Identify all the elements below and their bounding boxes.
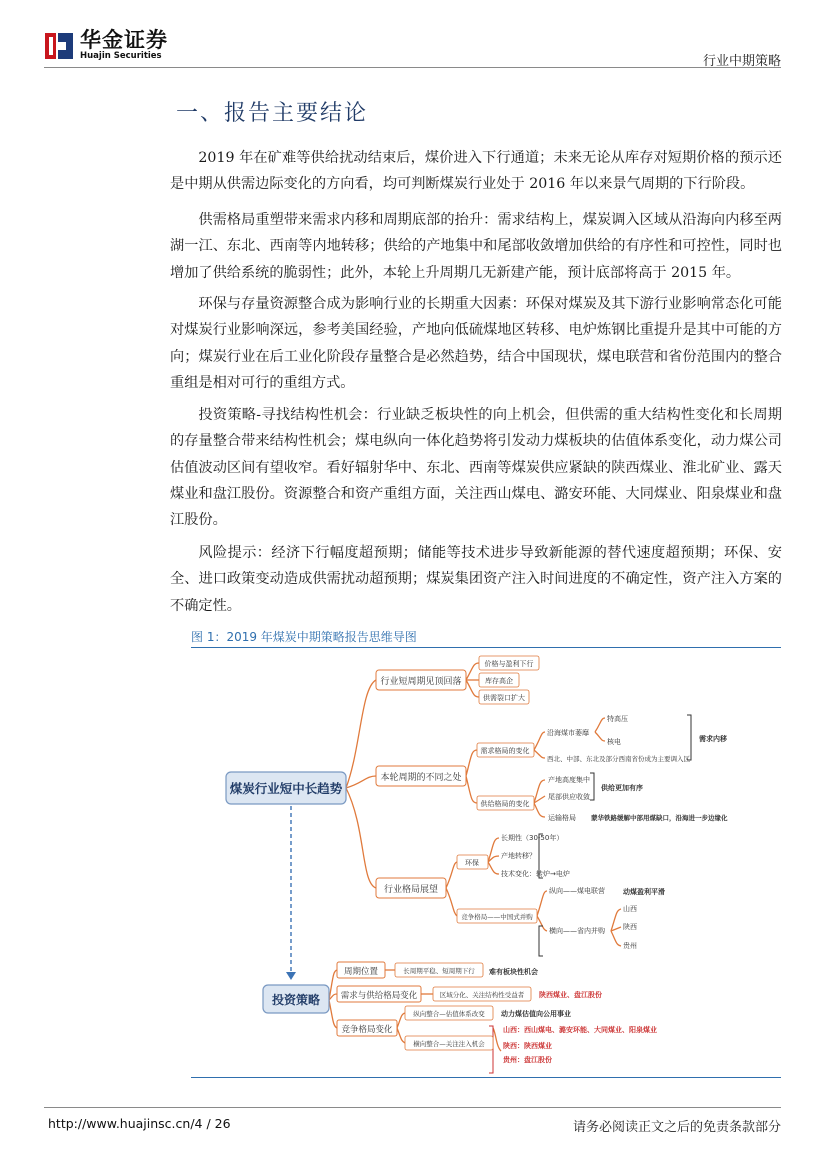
mind-map: [191, 648, 781, 1076]
invest-item: 竞争格局变化: [341, 1025, 393, 1035]
paragraph-environment: 环保与存量资源整合成为影响行业的长期重大因素：环保对煤炭及其下游行业影响常态化可能对煤炭行业影响深远，参考美国经验，产地向低硫煤地区转移、电炉炼钢比重提升是其中可能的方向；煤炭行业在后工业化阶段存量整合是必然趋势，结合中国现状，煤电联营和省份范围内的整合重组是相对可行的重组方式。: [170, 296, 782, 391]
invest-detail: 长周期平稳、短周期下行: [403, 967, 475, 975]
invest-node-label: 投资策略: [271, 993, 321, 1007]
invest-detail: 纵向整合—估值体系改变: [413, 1010, 485, 1018]
paragraph-supply-demand: 供需格局重塑带来需求内移和周期底部的抬升：需求结构上，煤炭调入区域从沿海向内移至两湖一江、东北、西南等内地转移；供给的产地集中和尾部收敛增加供给的有序性和可控性，同时也增加了供给系统的脆弱性；此外，本轮上升周期几无新建产能，预计底部将高于 2015 年。: [170, 212, 782, 281]
paragraph-investment-strategy: 投资策略-寻找结构性机会：行业缺乏板块性的向上机会，但供需的重大结构性变化和长周期的存量整合带来结构性机会；煤电纵向一体化趋势将引发动力煤板块的估值体系变化，动力煤公司估值波动区间有望收窄。看好辐射华中、东北、西南等煤炭供应紧缺的陕西煤业、淮北矿业、露天煤业和盘江股份。资源整合和资产重组方面，关注西山煤电、潞安环能、大同煤业、阳泉煤业和盘江股份。: [170, 407, 782, 529]
figure-caption: 图 1：2019 年煤炭中期策略报告思维导图: [191, 630, 417, 644]
invest-result: 难有板块性机会: [489, 968, 538, 976]
supply-order: 供给更加有序: [601, 784, 643, 792]
supply-item: 运输格局: [548, 814, 576, 822]
invest-result: 贵州：盘江股份: [503, 1056, 552, 1064]
branch1-item: 库存高企: [485, 677, 513, 685]
demand-node: 需求格局的变化: [480, 747, 530, 755]
env-node: 环保: [465, 859, 479, 867]
province: 山西: [623, 905, 637, 913]
figure-bottom-rule: [191, 1077, 781, 1078]
section-title: 一、报告主要结论: [176, 101, 369, 126]
comp-horizontal: 横向——省内并购: [549, 927, 605, 935]
comp-vertical-result: 动煤盈利平滑: [623, 888, 665, 896]
paragraph-risk: 风险提示：经济下行幅度超预期；储能等技术进步导致新能源的替代速度超预期；环保、安全、进口政策变动造成供需扰动超预期；煤炭集团资产注入时间进度的不确定性，资产注入方案的不确定性。: [170, 545, 782, 614]
demand-coastal-item: 特高压: [607, 715, 628, 723]
footer-disclaimer: 请务必阅读正文之后的免责条款部分: [572, 1120, 781, 1135]
competition-node: 竞争格局——中国式并购: [461, 913, 533, 921]
env-item: 技术变化：转炉→电炉: [501, 870, 570, 878]
env-item: 长期性（30-50年）: [501, 834, 564, 842]
demand-inland: 西北、中部、东北及部分西南省份成为主要调入区: [547, 755, 690, 763]
demand-coastal-item: 核电: [607, 738, 621, 746]
supply-transport: 蒙华铁路缓解中部用煤缺口，沿海进一步边缘化: [591, 814, 728, 822]
logo-english-name: Huajin Securities: [80, 51, 162, 61]
demand-coastal: 沿海煤市萎靡: [547, 729, 589, 737]
invest-item: 需求与供给格局变化: [340, 991, 418, 1001]
branch1-item: 供需裂口扩大: [483, 694, 525, 702]
branch2-label: 本轮周期的不同之处: [380, 773, 462, 783]
branch3-label: 行业格局展望: [383, 885, 439, 895]
supply-item: 产地高度集中: [548, 776, 590, 784]
invest-result: 陕西煤业、盘江股份: [539, 991, 602, 999]
supply-node: 供给格局的变化: [480, 800, 530, 808]
invest-result: 山西：西山煤电、潞安环能、大同煤业、阳泉煤业: [503, 1026, 657, 1034]
footer-divider: [44, 1107, 781, 1108]
branch1-label: 行业短周期见顶回落: [380, 677, 462, 687]
main-node-label: 煤炭行业短中长趋势: [229, 781, 343, 796]
demand-conclusion: 需求内移: [699, 735, 727, 743]
invest-item: 周期位置: [343, 967, 379, 977]
invest-detail: 横向整合—关注注入机会: [413, 1040, 485, 1048]
paragraph-market-outlook: 2019 年在矿难等供给扰动结束后，煤价进入下行通道；未来无论从库存对短期价格的预示还是中期从供需边际变化的方向看，均可判断煤炭行业处于 2016 年以来景气周期的下行阶段。: [170, 150, 782, 193]
logo-chinese-name: 华金证券: [80, 28, 168, 52]
province: 贵州: [623, 942, 637, 950]
company-logo-icon: [45, 33, 73, 59]
province: 陕西: [623, 923, 637, 931]
invest-detail: 区域分化、关注结构性受益者: [439, 991, 525, 999]
supply-item: 尾部供应收敛: [548, 793, 590, 801]
comp-vertical: 纵向——煤电联营: [549, 887, 605, 895]
footer-url-page: http://www.huajinsc.cn/4 / 26: [48, 1116, 231, 1131]
header-divider: [44, 67, 781, 68]
invest-result: 陕西：陕西煤业: [503, 1042, 552, 1050]
env-item: 产地转移？: [501, 852, 536, 860]
invest-result: 动力煤估值向公用事业: [501, 1010, 571, 1018]
report-type: 行业中期策略: [702, 54, 781, 69]
branch1-item: 价格与盈利下行: [484, 660, 534, 668]
